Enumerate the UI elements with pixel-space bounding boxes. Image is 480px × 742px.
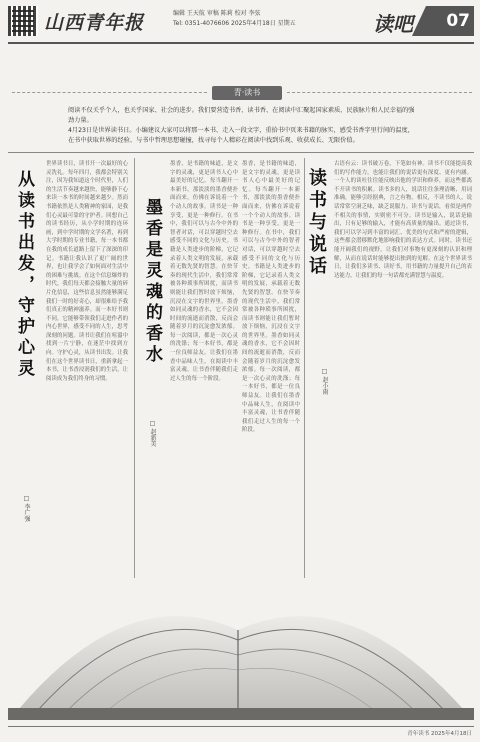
article-1-body: 世界读书日，读书开一次最好的心灵洗礼。每年四月，我都会特别关注，因为我知道这个时代里，人们的生活节奏越来越快，能够静下心来读一本书的时间越来越少。然而书籍依然是人类精神的家园，是我们心灵最可靠的守护者。回想自己的读书经历，从小学时期的连环画，到中学时期的文学名著，再到大学时期的专业书籍，每一本书都在我的成长道路上留下了深深的印记。书籍让我认识了更广阔的世界，也让我学会了如何面对生活中的困难与挑战。在这个信息爆炸的时代，我们每天都会接触大量的碎片化信息，这些信息虽然能够满足我们一时的好奇心，却很难给予我们真正的精神滋养。而一本好书则不同，它能够带领我们走进作者的内心世界，感受不同的人生，思考深刻的问题。读书让我们在喧嚣中找到一片宁静，在迷茫中找到方向。守护心灵，从读书出发。让我们在这个世界读书日，重新拿起一本书，让书香浸润我们的生活，让阅读成为我们终身的习惯。 bbox=[46, 161, 128, 382]
footer-rule bbox=[8, 726, 474, 727]
intro-label: 青·读书 bbox=[212, 86, 282, 100]
footer-text: 青年读书 2025年4月18日 bbox=[407, 731, 472, 737]
article-2-body-col1: 墨香，是书籍的味道，是文字的灵魂，更是读书人心中最美好的记忆。每当翻开一本新书，那淡淡的墨香便扑面而来，仿佛在诉说着一个个动人的故事。读书是一种享受，更是一种修行。在书中，我们可以与古今中外的智者对话，可以穿越时空去感受不同的文化与历史。书籍是人类进步的阶梯，它记录着人类文明的发展，承载着无数先贤的智慧。在快节奏的现代生活中，我们常常被各种琐事所困扰，而读书则能让我们暂时放下烦恼，沉浸在文字的世界里。墨香如同灵魂的香水，它不会因时间的流逝而消散，反而会随着岁月的沉淀愈发浓郁。每一次阅读，都是一次心灵的洗涤；每一本好书，都是一位良师益友。让我们在墨香中品味人生，在阅读中丰富灵魂，让书香伴随我们走过人生的每一个阶段。 bbox=[170, 161, 238, 382]
page-header bbox=[8, 6, 474, 44]
page-number: 07 bbox=[426, 6, 474, 36]
section-name: 读吧 bbox=[373, 12, 413, 36]
header-info bbox=[173, 9, 296, 29]
open-book-illustration bbox=[8, 560, 474, 720]
masthead: 山西青年报 bbox=[44, 12, 145, 34]
section-divider bbox=[8, 152, 474, 153]
article-1-author: □ 李广强 bbox=[23, 495, 30, 522]
article-2-author: □ 赵新美 bbox=[149, 420, 156, 447]
intro-paragraph-1: 阅读不仅关乎个人，也关乎国家、社会的进步。我们要营造书香、读书香、在阅读中汇聚起国家素质、民族脉片和人民幸福的强劲力量。 bbox=[68, 107, 415, 124]
intro-paragraph-2: 4月23日是世界读书日。小编建议大家可以将那一本书、走入一段文字，重拾书中页来书籍的脉实，感受书香字里行间的温度，在书中获取世界的经验、与书中哲理思想碰撞，找寻每个人精彩在阅读中找到乐观、收获成长、无限价值。 bbox=[68, 127, 414, 144]
editor-line: 编辑 王天航 审稿 陈莉 校对 李弦 bbox=[173, 10, 261, 17]
article-3-title[interactable]: 读书与说话 bbox=[306, 168, 327, 278]
article-3-author: □ 赵小雨 bbox=[321, 368, 328, 395]
intro-box bbox=[8, 48, 474, 150]
intro-text bbox=[68, 106, 418, 146]
date-line: Tel: 0351-4076606 2025年4月18日 星期五 bbox=[173, 20, 296, 27]
article-3-body: 古语有云：读书破万卷，下笔如有神。读书不仅能提高我们的写作能力，也能让我们的说话更有深度、更有内涵。一个人的谈吐往往能反映出他的学识和修养，而这些都离不开读书的积累。读书多的人，说话往往条理清晰、用词准确，能够引经据典，言之有物。相反，不读书的人，说话常常空洞乏味，缺乏说服力。读书与说话，看似是两件不相关的事情，实则密不可分。读书是输入，说话是输出，只有足够的输入，才能有高质量的输出。通过读书，我们可以学习到丰富的词汇、优美的句式和严密的逻辑，这些都会潜移默化地影响我们的表达方式。同时，读书还能开阔我们的视野，让我们对事物有更深刻的认识和理解，从而在说话时能够提出独到的见解。在这个世界读书日，让我们多读书、读好书，用书籍的力量提升自己的表达能力，让我们的每一句话都充满智慧与温度。 bbox=[334, 161, 472, 279]
column-rule bbox=[134, 158, 135, 578]
qr-code-icon[interactable] bbox=[8, 6, 38, 36]
intro-divider-left bbox=[12, 92, 207, 93]
article-2-title[interactable]: 墨香是灵魂的香水 bbox=[142, 198, 162, 366]
intro-divider-right bbox=[287, 92, 472, 93]
article-2-body-col2: 墨香，是书籍的味道，是文字的灵魂，更是读书人心中最美好的记忆。每当翻开一本新书，那淡淡的墨香便扑面而来，仿佛在诉说着一个个动人的故事。读书是一种享受，更是一种修行。在书中，我们可以与古今中外的智者对话，可以穿越时空去感受不同的文化与历史。书籍是人类进步的阶梯，它记录着人类文明的发展，承载着无数先贤的智慧。在快节奏的现代生活中，我们常常被各种琐事所困扰，而读书则能让我们暂时放下烦恼，沉浸在文字的世界里。墨香如同灵魂的香水，它不会因时间的流逝而消散，反而会随着岁月的沉淀愈发浓郁。每一次阅读，都是一次心灵的洗涤；每一本好书，都是一位良师益友。让我们在墨香中品味人生，在阅读中丰富灵魂，让书香伴随我们走过人生的每一个阶段。 bbox=[242, 161, 300, 434]
article-1-title[interactable]: 从读书出发，守护心灵 bbox=[14, 170, 34, 380]
